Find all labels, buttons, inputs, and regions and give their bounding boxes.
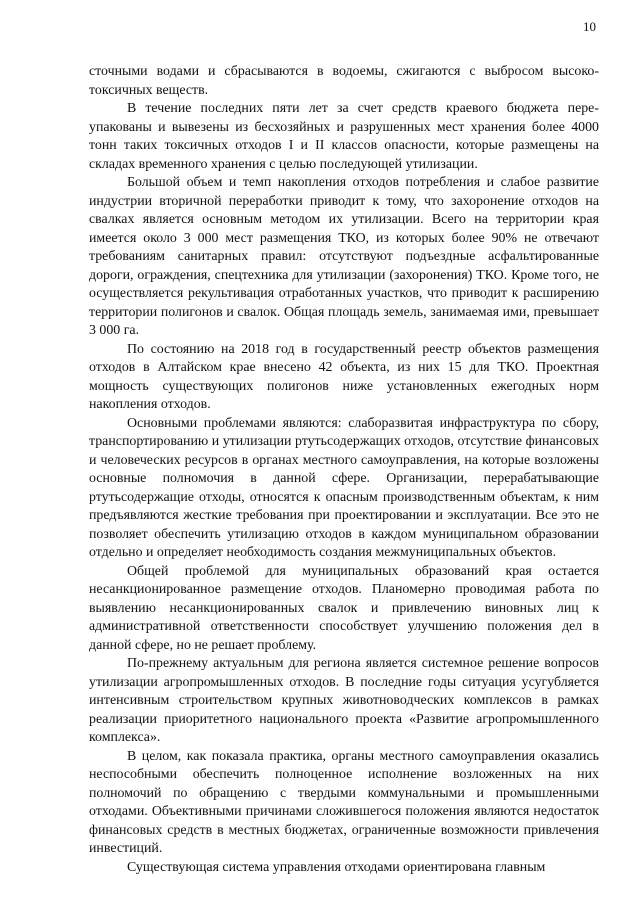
paragraph: Основными проблемами являются: слаборазвитая инфраструктура по сбору, транспортированию и утилизации ртутьсодержащих отходов, отсутствие финансовых и человеческих ресурсов в органах местного самоуправления, на которые возложены основные полномочия в данной сфере. Организации, перерабатывающие ртутьсодержащие отходы, относятся к опасным производственным объектам, к ним предъявляются жесткие требования при проектировании и эксплуатации. Все это не позволяет обеспечить утилизацию отходов в каждом муниципальном образовании отдельно и определяет необходимость создания межмуниципальных объектов. — [89, 415, 599, 560]
paragraph: В течение последних пяти лет за счет средств краевого бюджета переупакованы и вывезены из бесхозяйных и разрушенных мест хранения более 4000 тонн таких токсичных отходов I и II классов опасности, которые размещены на складах временного хранения с целью последующей утилизации. — [89, 101, 599, 172]
body-text — [89, 63, 599, 877]
paragraph: По-прежнему актуальным для региона является системное решение вопросов утилизации агропромышленных отходов. В последние годы ситуация усугубляется интенсивным строительством крупных животноводческих комплексов в рамках реализации приоритетного национального проекта «Развитие агропромышленного комплекса». — [89, 656, 599, 745]
paragraph: Существующая система управления отходами ориентирована главным — [127, 859, 546, 875]
paragraph: сточными водами и сбрасываются в водоемы, сжигаются с выбросом высокотоксичных веществ. — [89, 64, 599, 98]
paragraph: Большой объем и темп накопления отходов потребления и слабое развитие индустрии вторичной переработки приводит к тому, что захоронение отходов на свалках является основным методом их утилизации. Всего на территории края имеется около 3 000 мест размещения ТКО, из которых более 90% не отвечают требованиям санитарных правил: отсутствуют подъездные асфальтированные дороги, ограждения, спецтехника для утилизации (захоронения) ТКО. Кроме того, не осуществляется рекультивация отработанных участков, что приводит к расширению территории полигонов и свалок. Общая площадь земель, занимаемая ими, превышает 3 000 га. — [89, 175, 599, 338]
page-number: 10 — [583, 19, 596, 34]
paragraph: По состоянию на 2018 год в государственный реестр объектов размещения отходов в Алтайском крае внесено 42 объекта, из них 15 для ТКО. Проектная мощность существующих полигонов ниже установленных ежегодных норм накопления отходов. — [89, 341, 599, 412]
paragraph: Общей проблемой для муниципальных образований края остается несанкционированное размещение отходов. Планомерно проводимая работа по выявлению несанкционированных свалок и привлечению виновных лиц к административной ответственности способствует улучшению положения дел в данной сфере, но не решает проблему. — [89, 563, 599, 653]
paragraph: В целом, как показала практика, органы местного самоуправления оказались неспособными обеспечить полноценное исполнение возложенных на них полномочий по обращению с твердыми коммунальными и промышленными отходами. Объективными причинами сложившегося положения являются недостаток финансовых средств в местных бюджетах, ограниченные возможности привлечения инвестиций. — [89, 748, 599, 856]
